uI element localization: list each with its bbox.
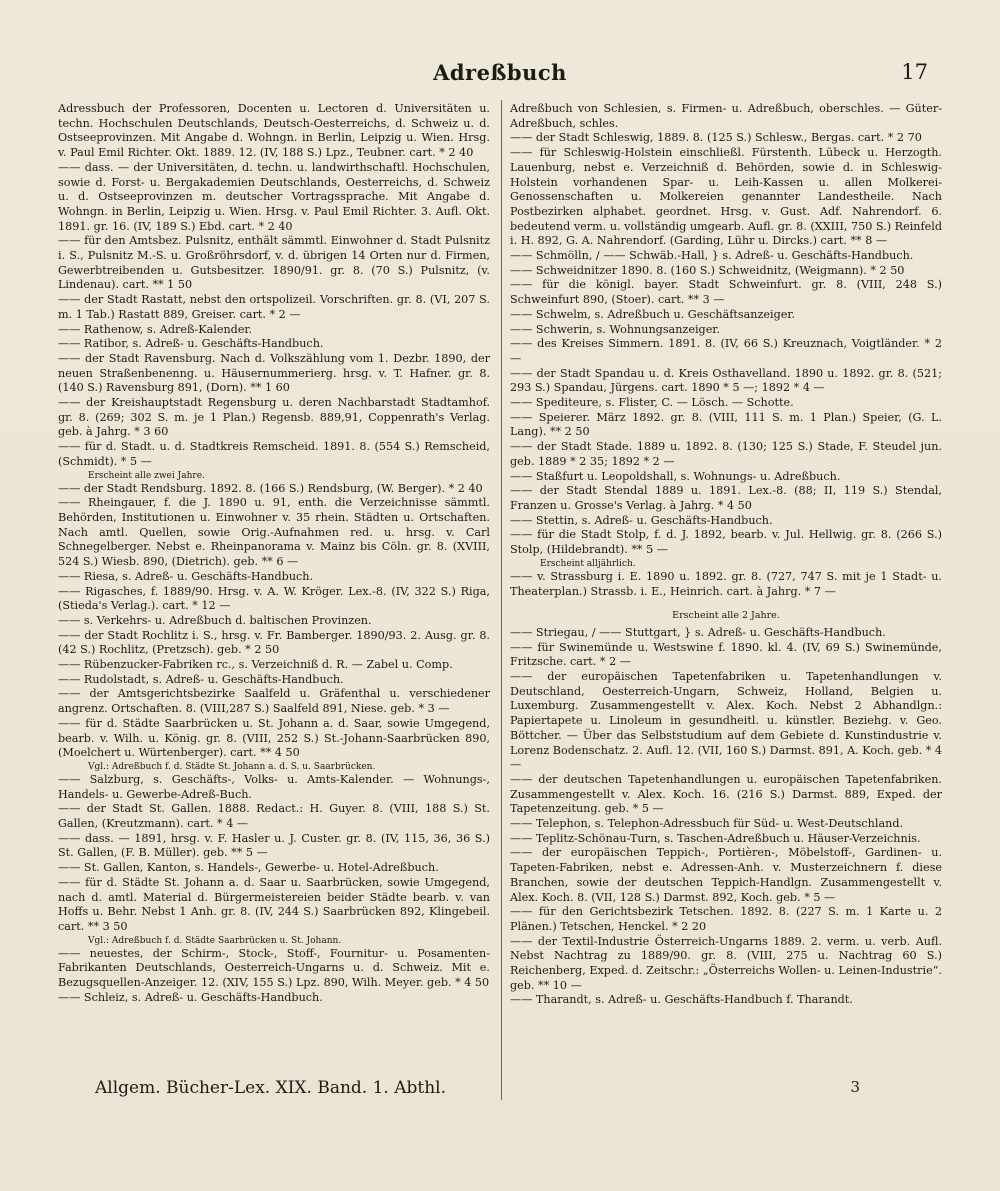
bibliography-entry: —— für die königl. bayer. Stadt Schweinfurt. gr. 8. (VIII, 248 S.) Schweinfurt 890, (Stoer). cart. ** 3 —	[510, 278, 942, 307]
page-footer	[95, 1078, 860, 1100]
bibliography-entry: —— für den Gerichtsbezirk Tetschen. 1892. 8. (227 S. m. 1 Karte u. 2 Plänen.) Tetschen, Henckel. * 2 20	[510, 905, 942, 933]
bibliography-entry: —— Speierer. März 1892. gr. 8. (VIII, 111 S. m. 1 Plan.) Speier, (G. L. Lang). ** 2 50	[510, 410, 942, 439]
page-number: 17	[901, 60, 928, 84]
left-column	[58, 102, 490, 1005]
bibliography-entry: —— Schwelm, s. Adreßbuch u. Geschäftsanzeiger.	[510, 307, 796, 321]
bibliography-entry: —— für d. Städte Saarbrücken u. St. Johann a. d. Saar, sowie Umgegend, bearb. v. Wilh. u. König. gr. 8. (VIII, 252 S.) St.-Johann-Saarbrücken 890, (Moelchert u. Würtenberger). cart. ** 4 50	[58, 716, 490, 760]
bibliography-entry: —— der deutschen Tapetenhandlungen u. europäischen Tapetenfabriken. Zusammengestellt v. Alex. Koch. 16. (216 S.) Darmst. 889, Exped. der Tapetenzeitung. geb. * 5 —	[510, 772, 942, 816]
bibliography-entry: —— Staßfurt u. Leopoldshall, s. Wohnungs- u. Adreßbuch.	[510, 469, 841, 483]
bibliography-entry: —— Ratibor, s. Adreß- u. Geschäfts-Handbuch.	[58, 337, 324, 351]
bibliography-entry: —— der Stadt Rastatt, nebst den ortspolizeil. Vorschriften. gr. 8. (VI, 207 S. m. 1 Tab.) Rastatt 889, Greiser. cart. * 2 —	[58, 293, 490, 321]
bibliography-entry: —— Telephon, s. Telephon-Adressbuch für Süd- u. West-Deutschland.	[510, 817, 904, 831]
bibliography-entry: —— für Swinemünde u. Westswine f. 1890. kl. 4. (IV, 69 S.) Swinemünde, Fritzsche. cart. * 2 —	[510, 640, 942, 669]
bibliography-entry: —— Stettin, s. Adreß- u. Geschäfts-Handbuch.	[510, 513, 773, 527]
bibliography-entry: —— für den Amtsbez. Pulsnitz, enthält sämmtl. Einwohner d. Stadt Pulsnitz i. S., Pulsnitz M.-S. u. Großröhrsdorf, v. d. übrigen 14 Orten nur d. Firmen, Gewerbtreibenden u. Gutsbesitzer. 1890/91. gr. 8. (70 S.) Pulsnitz, (v. Lindenau). cart. ** 1 50	[58, 234, 490, 292]
bibliography-entry: —— Rübenzucker-Fabriken rc., s. Verzeichniß d. R. — Zabel u. Comp.	[58, 658, 453, 672]
bibliography-entry: —— der Stadt Rochlitz i. S., hrsg. v. Fr. Bamberger. 1890/93. 2. Ausg. gr. 8. (42 S.) Rochlitz, (Pretzsch). geb. * 2 50	[58, 628, 490, 657]
bibliography-entry: —— Rheingauer, f. die J. 1890 u. 91, enth. die Verzeichnisse sämmtl. Behörden, Institutionen u. Einwohner v. 35 rhein. Städten u. Ortschaften. Nach amtl. Quellen, sowie Orig.-Aufnahmen red. u. hrsg. v. Carl Schnegelberger. Nebst e. Rheinpanorama v. Mainz bis Cöln. gr. 8. (XVIII, 524 S.) Wiesb. 890, (Dietrich). geb. ** 6 —	[58, 496, 490, 569]
page-header	[60, 60, 940, 90]
bibliography-entry: —— der Stadt Stendal 1889 u. 1891. Lex.-8. (88; II, 119 S.) Stendal, Franzen u. Grosse's Verlag. à Jahrg. * 4 50	[510, 484, 942, 512]
bibliography-entry: —— s. Verkehrs- u. Adreßbuch d. baltischen Provinzen.	[58, 613, 372, 627]
bibliography-entry: —— für d. Stadt. u. d. Stadtkreis Remscheid. 1891. 8. (554 S.) Remscheid, (Schmidt). * 5 —	[58, 440, 490, 468]
bibliography-entry: Erscheint alle 2 Jahre.	[672, 610, 780, 622]
bibliography-entry: —— der europäischen Teppich-, Portièren-, Möbelstoff-, Gardinen- u. Tapeten-Fabriken, nebst e. Adressen-Anh. v. Musterzeichnern f. diese Branchen, sowie der deutschen Teppich-Handlgn. Zusammengestellt v. Alex. Koch. 8. (VII, 128 S.) Darmst. 892, Koch. geb. * 5 —	[510, 846, 942, 904]
right-column	[510, 102, 942, 1008]
bibliography-entry: —— der Amtsgerichtsbezirke Saalfeld u. Gräfenthal u. verschiedener angrenz. Ortschaften. 8. (VIII,287 S.) Saalfeld 891, Niese. geb. * 3 —	[58, 687, 490, 716]
bibliography-entry: —— dass. — 1891, hrsg. v. F. Hasler u. J. Custer. gr. 8. (IV, 115, 36, 36 S.) St. Gallen, (F. B. Müller). geb. ** 5 —	[58, 831, 490, 860]
bibliography-entry: —— Schweidnitzer 1890. 8. (160 S.) Schweidnitz, (Weigmann). * 2 50	[510, 263, 905, 277]
bibliography-entry: —— der Stadt Ravensburg. Nach d. Volkszählung vom 1. Dezbr. 1890, der neuen Straßenbenenng. u. Häusernummerierg. hrsg. v. T. Hafner. gr. 8. (140 S.) Ravensburg 891, (Dorn). ** 1 60	[58, 351, 490, 395]
bibliography-entry: —— Rudolstadt, s. Adreß- u. Geschäfts-Handbuch.	[58, 672, 344, 686]
bibliography-entry: —— der Textil-Industrie Österreich-Ungarns 1889. 2. verm. u. verb. Aufl. Nebst Nachtrag zu 1889/90. gr. 8. (VIII, 275 u. Nachtrag 60 S.) Reichenberg, Exped. d. Zeitschr.: „Österreichs Wollen- u. Leinen-Industrie“. geb. ** 10 —	[510, 934, 942, 992]
bibliography-entry: —— Spediteure, s. Flister, C. — Lösch. — Schotte.	[510, 396, 794, 410]
bibliography-entry: —— dass. — der Universitäten, d. techn. u. landwirthschaftl. Hochschulen, sowie d. Forst- u. Bergakademien Deutschlands, Oesterreichs, d. Schweiz u. d. Ostseeprovinzen m. deutscher Vortragssprache. Mit Angabe d. Wohngn. in Berlin, Leipzig u. Wien. Hrsg. v. Paul Emil Richter. 3. Aufl. Okt. 1891. gr. 16. (IV, 189 S.) Ebd. cart. * 2 40	[58, 160, 490, 233]
bibliography-entry: Erscheint alle zwei Jahre.	[88, 470, 205, 481]
bibliography-entry: Adreßbuch von Schlesien, s. Firmen- u. Adreßbuch, oberschles. — Güter-Adreßbuch, schles.	[510, 102, 942, 130]
column-divider	[501, 100, 502, 1100]
bibliography-entry: —— Striegau, / —— Stuttgart, } s. Adreß- u. Geschäfts-Handbuch.	[510, 625, 886, 639]
sheet-number: 3	[850, 1078, 860, 1096]
bibliography-entry: —— v. Strassburg i. E. 1890 u. 1892. gr. 8. (727, 747 S. mit je 1 Stadt- u. Theaterplan.) Strassb. i. E., Heinrich. cart. à Jahrg. * 7 —	[510, 569, 942, 598]
bibliography-entry: —— der Stadt Schleswig, 1889. 8. (125 S.) Schlesw., Bergas. cart. * 2 70	[510, 131, 922, 145]
bibliography-entry: —— Salzburg, s. Geschäfts-, Volks- u. Amts-Kalender. — Wohnungs-, Handels- u. Gewerbe-Adreß-Buch.	[58, 772, 490, 801]
bibliography-entry: —— der Kreishauptstadt Regensburg u. deren Nachbarstadt Stadtamhof. gr. 8. (269; 302 S. m. je 1 Plan.) Regensb. 889,91, Coppenrath's Verlag. geb. à Jahrg. * 3 60	[58, 396, 490, 439]
bibliography-entry: —— der Stadt Rendsburg. 1892. 8. (166 S.) Rendsburg, (W. Berger). * 2 40	[58, 481, 483, 495]
running-title: Adreßbuch	[433, 60, 567, 85]
bibliography-entry: Vgl.: Adreßbuch f. d. Städte St. Johann a. d. S. u. Saarbrücken.	[88, 761, 376, 772]
bibliography-entry: —— des Kreises Simmern. 1891. 8. (IV, 66 S.) Kreuznach, Voigtländer. * 2 —	[510, 337, 942, 365]
bibliography-entry: —— Tharandt, s. Adreß- u. Geschäfts-Handbuch f. Tharandt.	[510, 993, 853, 1007]
bibliography-entry: —— der Stadt Spandau u. d. Kreis Osthavelland. 1890 u. 1892. gr. 8. (521; 293 S.) Spandau, Jürgens. cart. 1890 * 5 —; 1892 * 4 —	[510, 366, 942, 395]
bibliography-entry: —— Rigasches, f. 1889/90. Hrsg. v. A. W. Kröger. Lex.-8. (IV, 322 S.) Riga, (Stieda's Verlag.). cart. * 12 —	[58, 584, 490, 613]
bibliography-entry: —— Riesa, s. Adreß- u. Geschäfts-Handbuch.	[58, 569, 314, 583]
signature-line: Allgem. Bücher-Lex. XIX. Band. 1. Abthl.	[95, 1078, 447, 1098]
bibliography-entry: Vgl.: Adreßbuch f. d. Städte Saarbrücken u. St. Johann.	[88, 935, 342, 946]
bibliography-entry: Erscheint alljährlich.	[540, 558, 636, 569]
bibliography-entry: —— Schwerin, s. Wohnungsanzeiger.	[510, 322, 720, 336]
bibliography-entry: —— für d. Städte St. Johann a. d. Saar u. Saarbrücken, sowie Umgegend, nach d. amtl. Material d. Bürgermeistereien beider Städte bearb. v. van Hoffs u. Behr. Nebst 1 Anh. gr. 8. (IV, 244 S.) Saarbrücken 892, Klingebeil. cart. ** 3 50	[58, 875, 490, 933]
bibliography-entry: —— Rathenow, s. Adreß-Kalender.	[58, 322, 253, 336]
bibliography-entry: —— neuestes, der Schirm-, Stock-, Stoff-, Fournitur- u. Posamenten-Fabrikanten Deutschlands, Oesterreich-Ungarns u. d. Schweiz. Mit e. Bezugsquellen-Anzeiger. 12. (XIV, 155 S.) Lpz. 890, Wilh. Meyer. geb. * 4 50	[58, 946, 490, 990]
bibliography-entry: —— der Stadt Stade. 1889 u. 1892. 8. (130; 125 S.) Stade, F. Steudel jun. geb. 1889 * 2 35; 1892 * 2 —	[510, 440, 942, 468]
bibliography-entry: —— Schmölln, / —— Schwäb.-Hall, } s. Adreß- u. Geschäfts-Handbuch.	[510, 249, 914, 263]
bibliography-entry: —— Schleiz, s. Adreß- u. Geschäfts-Handbuch.	[58, 990, 323, 1004]
bibliography-entry: —— Teplitz-Schönau-Turn, s. Taschen-Adreßbuch u. Häuser-Verzeichnis.	[510, 831, 921, 845]
bibliography-entry: —— der europäischen Tapetenfabriken u. Tapetenhandlungen v. Deutschland, Oesterreich-Ungarn, Schweiz, Holland, Belgien u. Luxemburg. Zusammengestellt v. Alex. Koch. Nebst 2 Abhandlgn.: Papiertapete u. Linoleum in gesundheitl. u. künstler. Beziehg. v. Geo. Böttcher. — Über das Selbststudium auf dem Gebiete d. Kunstindustrie v. Lorenz Bodenschatz. 2. Aufl. 12. (VII, 160 S.) Darmst. 891, A. Koch. geb. * 4 —	[510, 670, 942, 772]
bibliography-entry: —— für Schleswig-Holstein einschließl. Fürstenth. Lübeck u. Herzogth. Lauenburg, nebst e. Verzeichniß d. Behörden, sowie d. in Schleswig-Holstein vorhandenen Spar- u. Leih-Kassen u. allen Molkerei-Genossenschaften u. Molkereien genannter Landestheile. Nach Postbezirken alphabet. geordnet. Hrsg. v. Gust. Adf. Nahrendorf. 6. bedeutend verm. u. vollständig umgearb. Aufl. gr. 8. (XXIII, 750 S.) Reinfeld i. H. 892, G. A. Nahrendorf. (Garding, Lühr u. Dircks.) cart. ** 8 —	[510, 146, 942, 248]
bibliography-entry: Adressbuch der Professoren, Docenten u. Lectoren d. Universitäten u. techn. Hochschulen Deutschlands, Deutsch-Oesterreichs, d. Schweiz u. d. Ostseeprovinzen. Mit Angabe d. Wohngn. in Berlin, Leipzig u. Wien. Hrsg. v. Paul Emil Richter. Okt. 1889. 12. (IV, 188 S.) Lpz., Teubner. cart. * 2 40	[58, 102, 490, 160]
bibliography-entry: —— für die Stadt Stolp, f. d. J. 1892, bearb. v. Jul. Hellwig. gr. 8. (266 S.) Stolp, (Hildebrandt). ** 5 —	[510, 528, 942, 557]
bibliography-entry: —— St. Gallen, Kanton, s. Handels-, Gewerbe- u. Hotel-Adreßbuch.	[58, 861, 439, 875]
bibliography-entry: —— der Stadt St. Gallen. 1888. Redact.: H. Guyer. 8. (VIII, 188 S.) St. Gallen, (Kreutzmann). cart. * 4 —	[58, 802, 490, 831]
